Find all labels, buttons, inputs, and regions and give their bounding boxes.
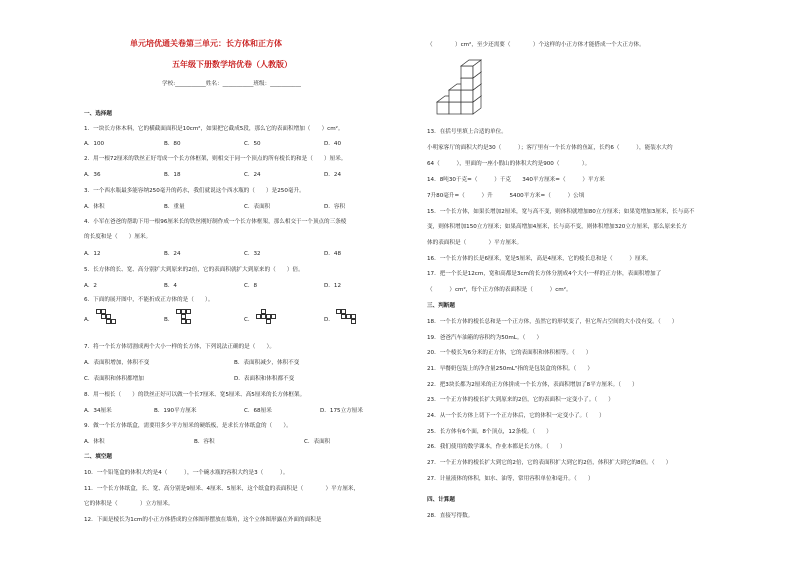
question-13-line-2: 64（ ），里面的一座小假山的体积大约是900（ ）。 [427,161,591,167]
option-a: A．体积 [84,204,105,210]
question-13: 13．在括号里填上合适的单位。 [427,129,507,135]
option-b: B．24 [164,251,181,257]
paper-title: 单元培优通关卷第三单元：长方体和正方体 [130,39,282,48]
option-a: A． [84,317,94,323]
judge-item-25: 25．长方体有6个面，8个顶点，12条棱。（ ） [427,429,552,435]
question-16: 16．一个长方体的长是6厘米，宽是5厘米，高是4厘米，它的棱长总和是（ ）厘米。 [427,256,652,262]
option-c: C．32 [244,251,261,257]
question-12-cont: （ ）cm²，至少还需要（ ）个这样的小正方体才能搭成一个大正方体。 [427,42,645,48]
section-title-choice: 一、选择题 [84,111,112,117]
question-4: 4．小军在爸爸的帮助下用一根96厘米长的铁丝刚好制作成一个长方体框架，那么相交于一个顶点的三条棱 [84,219,347,225]
option-a: A．2 [84,283,97,289]
question-14-line-1: 14．8吨30千克=（ ）千克 340平方厘米=（ ）平方米 [427,177,605,183]
option-b: B．容积 [194,439,215,445]
option-d: D．40 [324,141,342,147]
judge-item-21: 21．早餐奶包装上的净含量250mL"指的是包装盒的体积。（ ） [427,366,593,372]
section-title-fill: 二、填空题 [84,454,112,460]
question-17-line-1: 17．把一个长是12cm，宽和高都是3cm的长方体分割成4个大小一样的正方体，表面积增加了 [427,271,662,277]
option-b: B．18 [164,172,181,178]
stacked-cubes-figure [435,56,491,118]
option-a: A．体积 [84,439,105,445]
question-3: 3．一个西水瓶最多能容纳250毫升的药水，我们就说这个西水瓶的（ ）是250毫升。 [84,188,305,194]
judge-item-27: 27．一个正方体的棱长扩大到它的2倍，它的表面积扩大到它的2倍，体积扩大到它的8倍。（ ） [427,460,672,466]
judge-item-19: 19．爸爸汽车油箱的容积约为50mL。（ ） [427,335,543,341]
question-11-cont: 它的体积是（ ）立方厘米。 [84,501,174,507]
question-1: 1．一块长方体木料，它的横截面面积是10cm²，如果把它截成5段，那么它的表面积增加（ ）cm²。 [84,126,344,132]
option-d: D．表面积和体积都不变 [234,376,295,382]
cube-net-a-figure [96,309,126,325]
option-b: B．表面积减少，体积不变 [234,360,300,366]
judge-item-27b: 27．计量液体的体积，如水、油等，常用容积单位和毫升。（ ） [427,476,594,482]
option-d: D．容积 [324,204,346,210]
cube-net-c-figure [256,309,286,325]
option-b: B．4 [164,283,177,289]
option-b: B．重量 [164,204,185,210]
question-15-line-2: 变，则体积增加150立方厘米；如果高增加4厘米，长与高不变，则体积增加320立方厘米，那么原来长方 [427,224,687,230]
option-a: A．12 [84,251,101,257]
question-5: 5．长方体的长、宽、高分别扩大到原来的2倍，它的表面积就扩大到原来的（ ）倍。 [84,267,304,273]
question-9: 9．做一个长方体纸盒，需要用多少平方厘米的硬纸板，是求长方体纸盒的（ ）。 [84,423,292,429]
judge-item-23: 23．一个正方体的棱长扩大到原来的2倍，它的表面积一定变小了。（ ） [427,397,614,403]
judge-item-24: 24．从一个长方体上切下一个正方体后，它的体积一定变小了。（ ） [427,413,605,419]
option-b: B． [164,317,174,323]
option-b: B．190平方厘米 [154,408,197,414]
cube-net-b-figure [176,309,206,325]
option-d: D．175立方厘米 [320,408,363,414]
option-c: C．表面积 [304,439,331,445]
option-a: A．34厘米 [84,408,112,414]
question-12: 12．下面是棱长为1cm的小正方体搭成的立体图形摆放在墙角，这个立体图形露在外面的面积是 [84,517,322,523]
option-c: C．8 [244,283,258,289]
question-6: 6．下面的展开图中，不能折成正方体的是（ ）。 [84,297,214,303]
paper-subtitle: 五年级下册数学培优卷（人教版） [172,60,292,69]
question-2: 2．用一根72厘米的铁丝正好弯成一个长方体框架，则相交于同一个顶点的所有棱长的和是（ ）厘米。 [84,156,347,162]
option-d: D．12 [324,283,342,289]
option-d: D．24 [324,172,342,178]
option-c: C．表面积和体积都增加 [84,376,144,382]
question-28: 28．直接写得数。 [427,513,474,519]
option-b: B．80 [164,141,181,147]
option-c: C． [244,317,254,323]
option-c: C．24 [244,172,261,178]
right-column [427,0,772,562]
option-d: D．48 [324,251,342,257]
judge-item-26: 26．我们使用的数学课本，作业本都是长方体。（ ） [427,444,566,450]
question-7: 7．将一个长方体切割成两个大小一样的长方体，下列说法正确的是（ ）。 [84,344,275,350]
cube-net-d-figure [336,309,366,325]
question-15-line-3: 体的表面积是（ ）平方厘米。 [427,240,523,246]
question-10: 10．一个铅笔盒的体积大约是4（ ），一个碗水瓶的容积大约是3（ ）。 [84,470,289,476]
left-column [84,0,414,562]
option-a: A．表面积增加，体积不变 [84,360,150,366]
option-c: C．50 [244,141,261,147]
judge-item-18: 18．一个长方体的棱长总和是一个正方体，虽然它的形状变了，但它所占空间的大小没有变。（ ） [427,319,678,325]
question-17-line-2: （ ）cm²，每个正方体的表面积是（ ）cm²。 [427,287,572,293]
option-c: C．表面积 [244,204,271,210]
question-8: 8．用一根长（ ）的铁丝正好可以做一个长7厘米、宽5厘米、高5厘米的长方体框架。 [84,392,306,398]
judge-item-22: 22．把3块长都为2厘米的正方体拼成一个长方体，表面积增加了8平方厘米。（ ） [427,382,638,388]
option-a: A．36 [84,172,101,178]
question-15-line-1: 15．一个长方体，如果长增加2厘米，宽与高不变，则体积就增加80立方厘米；如果宽增加3厘米，长与高不 [427,209,695,215]
section-title-judge: 三、判断题 [427,303,455,309]
option-c: C．68厘米 [244,408,272,414]
section-title-calc: 四、计算题 [427,497,455,503]
option-d: D． [324,317,334,323]
student-info-line: 学校:___________姓名：___________班级：___________ [162,81,301,87]
question-14-line-2: 7升80毫升=（ ）升 5400平方米=（ ）公顷 [427,193,585,199]
option-a: A．100 [84,141,105,147]
question-13-line-1: 小明家客厅的面积大约是30（ ）；客厅里有一个长方体的鱼缸，长约6（ ），能装水大约 [427,145,673,151]
question-11: 11．一个长方体纸盒，长、宽、高分别是9厘米、4厘米、5厘米，这个纸盒的表面积是（ ）平方厘米， [84,486,360,492]
judge-item-20: 20．一个棱长为6分米的正方体，它的表面积和体积相等。（ ） [427,350,592,356]
question-4-cont: 的长度和是（ ）厘米。 [84,234,152,240]
